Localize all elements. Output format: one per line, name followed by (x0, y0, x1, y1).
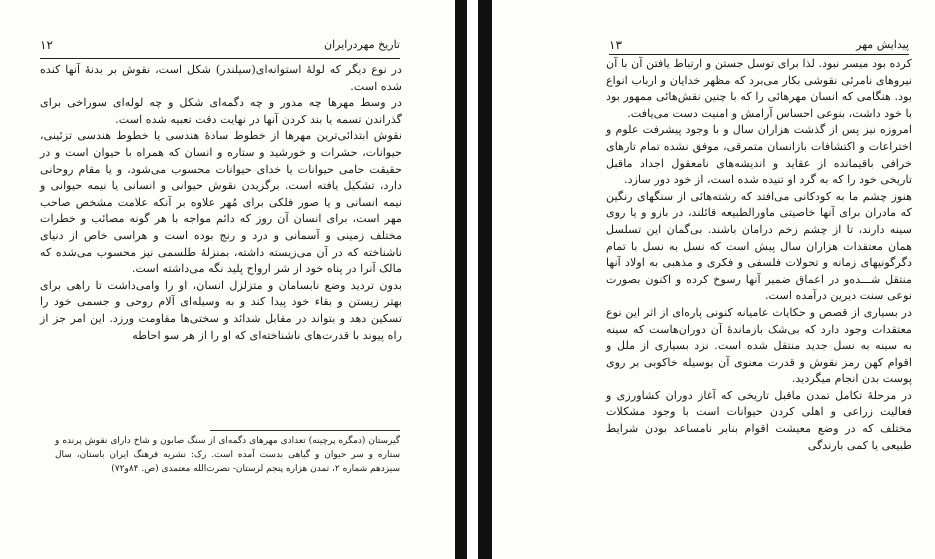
left-page-header (40, 35, 400, 55)
running-title: تاریخ مهردرایران (324, 38, 400, 51)
center-gutter (467, 0, 478, 559)
header-rule (609, 54, 909, 55)
right-page (492, 0, 935, 559)
page-number: ۱۲ (40, 38, 53, 52)
paragraph: در مرحلهٔ تکامل تمدن ماقبل تاریخی که آغاز دوران کشاورزی و فعالیت زراعی و اهلی کردن حیوانات است با وجود مشکلات مختلف که در وضع معیشت اقوام بنابر نامساعد بودن شرایط طبیعی یا کمی بارندگی (606, 388, 912, 452)
footnote (55, 434, 400, 476)
paragraph: در نوع دیگر که لولهٔ استوانه‌ای(سیلندر) شکل است، نقوش بر بدنهٔ آنها کنده شده است. (40, 63, 402, 93)
paragraph: در بسیاری از قصص و حکایات عامیانه کنونی پاره‌ای از اثر این نوع معتقدات وجود دارد که بی‌شک بازماندهٔ آن دوران‌هاست که سینه به سینه به نسل جدید منتقل شده است. نزد بسیاری از ملل و اقوام کهن رمز نقوش و قدرت معنوی آن بوسیله خاکوبی بر روی پوست بدن انجام میگردید. (606, 305, 912, 386)
footnote-rule (210, 430, 400, 431)
left-page-body (40, 62, 402, 344)
page-number: ۱۳ (609, 38, 622, 52)
right-page-body (606, 56, 912, 454)
paragraph: بدون تردید وضع نابسامان و متزلزل انسان، او را وامی‌داشت تا راهی برای بهتر زیستن و بقاء خود پیدا کند و به وسیله‌ای آلام روحی و جسمی خود را تسکین دهد و بتواند در مقابل شدائد و سختی‌ها مقاومت ورزد. این امر جز از راه پیوند با قدرت‌های ناشناخته‌ای که او را از هر سو احاطه (40, 278, 402, 342)
paragraph: کرده بود میسر نبود. لذا برای توسل جستن و ارتباط یافتن آن با آن نیروهای نامرئی نقوشی بکار می‌برد که مظهر خدایان و ارباب انواع بود. هنگامی که انسان مهرهائی را که با چنین نقش‌هائی ممهور بود با خود داشت، بنوعی احساس آرامش و امنیت دست می‌یافت. (606, 57, 912, 120)
paragraph: هنوز چشم ما به کودکانی می‌افتد که رشته‌هائی از سنگهای رنگین که مادران برای آنها خاصیتی ماورالطبیعه قائلند، در بازو و یا روی سینه دارند، تا از چشم زخم درامان باشند. بی‌گمان این تسلسل همان معتقدات هزاران سال پیش است که نسل به نسل با تمام دگرگونیهای زمانه و تحولات فلسفی و فکری و مذهبی به اولاد آنها منتقل شـــده‌و در اعماق ضمیر آنها رسوخ کرده و اکنون بصورت نوعی سنت دیرین درآمده است. (606, 189, 912, 303)
header-rule (40, 58, 400, 59)
paragraph: نقوش ابتدائی‌ترین مهرها از خطوط سادهٔ هندسی یا خطوط هندسی تزئینی، حیوانات، حشرات و خورشید و ستاره و انسان که همراه با حیوان است و در حقیقت حامی حیوانات یا خدای حیوانات محسوب می‌شود، و یا مقام روحانی دارد، تشکیل یافته است. برگزیدن نقوش حیوانی و انسانی یا نیمه حیوانی و نیمه انسانی و یا صور فلکی برای مُهر علاوه بر آنکه علامت مشخص صاحب مهر است، برای انسان آن روز که دائم مواجه با هر گونه مصائب و خطرات مختلف زمینی و آسمانی و درد و رنج بوده است و هراسی خاص از دنیای ناشناخته که در آن می‌زیسته داشته، بمنزلهٔ طلسمی نیز محسوب می‌شده که مالک آنرا در پناه خود از شر ارواح پلید نگه می‌داشته است. (40, 129, 402, 276)
paragraph: در وسط مهرها چه مدور و چه دگمه‌ای شکل و چه لوله‌ای سوراخی برای گذراندن تسمه یا بند کردن آنها در نهایت دقت تعبیه شده است. (40, 96, 402, 126)
paragraph: امروزه نیز پس از گذشت هزاران سال و با وجود پیشرفت علوم و اختراعات و اکتشافات بازانسان متمرقی، موفق نشده تمام تارهای خرافی باقیمانده از عقاید و اندیشه‌های نامعقول اجداد ماقبل تاریخی خود را که به گرد او تنیده شده است، از خود دور سازد. (606, 123, 912, 187)
footnote-text: گیرستان (دمگره پرچینه) تعدادی مهرهای دگمه‌ای از سنگ صابون و شاخ دارای نقوش پرنده و ستاره و سر حیوان و گیاهی بدست آمده است. رک: نشریه فرهنگ ایران باستان، سال سیزدهم شماره ۲، تمدن هزاره پنجم لرستان- نصرت‌الله معتمدی (ص. ۸۴و۷۲) (55, 436, 400, 474)
right-page-header (609, 35, 909, 55)
left-binding-shadow (455, 0, 467, 559)
running-title: پیدایش مهر (856, 38, 909, 51)
right-binding-shadow (478, 0, 492, 559)
left-page (0, 0, 465, 559)
